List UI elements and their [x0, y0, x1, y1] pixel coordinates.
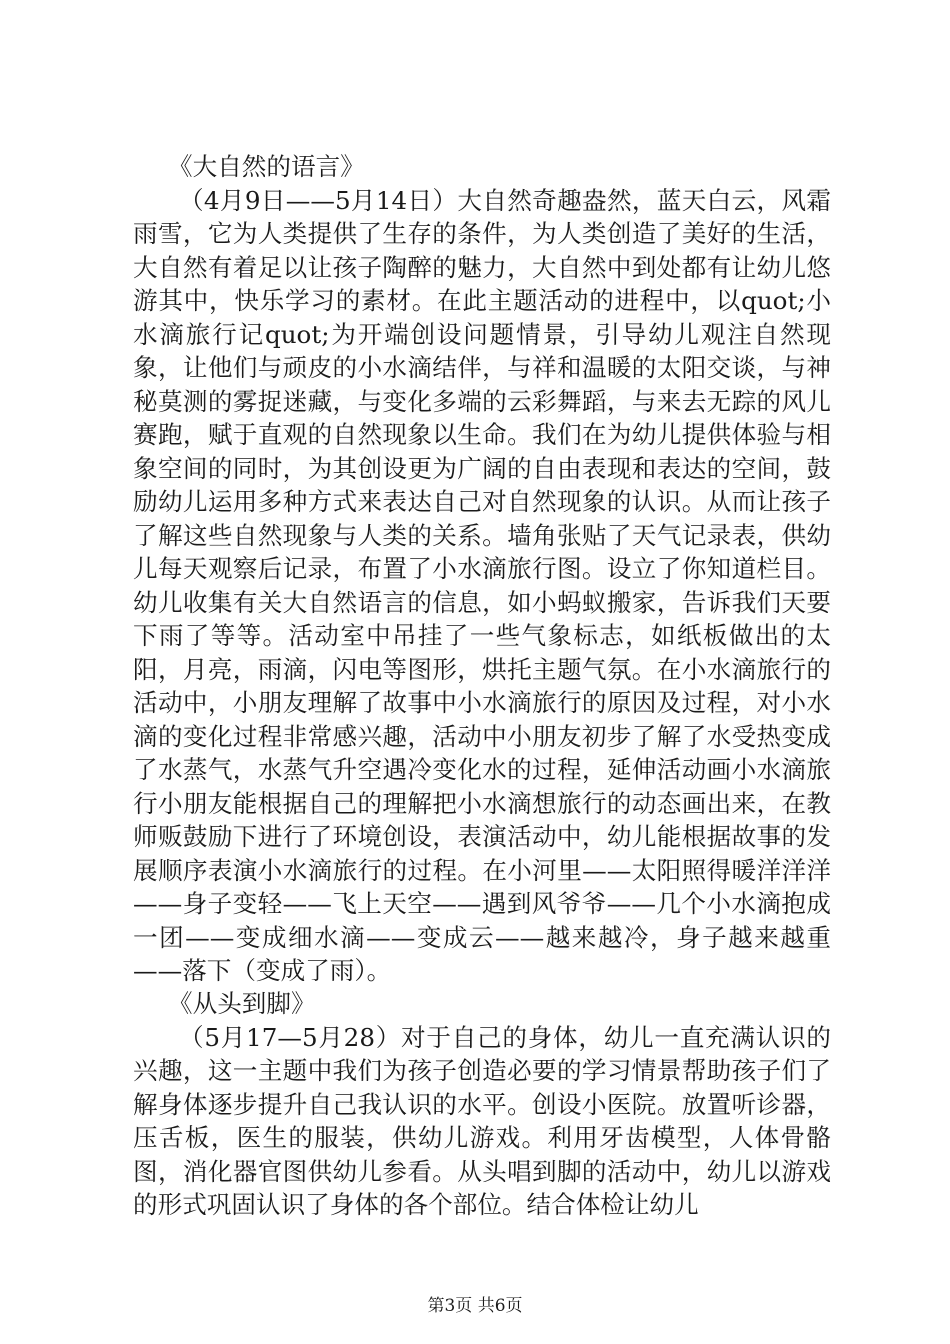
section-heading: 《从头到脚》 [168, 989, 316, 1018]
page-number-label: 第3页 共6页 [427, 1296, 523, 1316]
section-nature-language [133, 150, 831, 988]
section-heading: 《大自然的语言》 [168, 152, 365, 181]
section-paragraph: （5月17—5月28）对于自己的身体，幼儿一直充满认识的兴趣，这一主题中我们为孩子创造必要的学习情景帮助孩子们了解身体逐步提升自己我认识的水平。创设小医院。放置听诊器，压舌板，医生的服装，供幼儿游戏。利用牙齿模型，人体骨骼图，消化器官图供幼儿参看。从头唱到脚的活动中，幼儿以游戏的形式巩固认识了身体的各个部位。结合体检让幼儿 [133, 1022, 831, 1219]
section-head-to-toe [133, 987, 831, 1222]
section-paragraph: （4月9日——5月14日）大自然奇趣盎然，蓝天白云，风霜雨雪，它为人类提供了生存的条件，为人类创造了美好的生活，大自然有着足以让孩子陶醉的魅力，大自然中到处都有让幼儿悠游其中，快乐学习的素材。在此主题活动的进程中，以quot;小水滴旅行记quot;为开端创设问题情景，引导幼儿观注自然现象，让他们与顽皮的小水滴结伴，与祥和温暖的太阳交谈，与神秘莫测的雾捉迷藏，与变化多端的云彩舞蹈，与来去无踪的风儿赛跑，赋于直观的自然现象以生命。我们在为幼儿提供体验与相象空间的同时，为其创设更为广阔的自由表现和表达的空间，鼓励幼儿运用多种方式来表达自己对自然现象的认识。从而让孩子了解这些自然现象与人类的关系。墙角张贴了天气记录表，供幼儿每天观察后记录，布置了小水滴旅行图。设立了你知道栏目。幼儿收集有关大自然语言的信息，如小蚂蚁搬家，告诉我们天要下雨了等等。活动室中吊挂了一些气象标志，如纸板做出的太阳，月亮，雨滴，闪电等图形，烘托主题气氛。在小水滴旅行的活动中，小朋友理解了故事中小水滴旅行的原因及过程，对小水滴的变化过程非常感兴趣，活动中小朋友初步了解了水受热变成了水蒸气，水蒸气升空遇冷变化水的过程，延伸活动画小水滴旅行小朋友能根据自己的理解把小水滴想旅行的动态画出来，在教师贩鼓励下进行了环境创设，表演活动中，幼儿能根据故事的发展顺序表演小水滴旅行的过程。在小河里——太阳照得暖洋洋洋——身子变轻——飞上天空——遇到风爷爷——几个小水滴抱成一团——变成细水滴——变成云——越来越冷，身子越来越重——落下（变成了雨）。 [133, 185, 831, 985]
page-footer [0, 1295, 950, 1317]
